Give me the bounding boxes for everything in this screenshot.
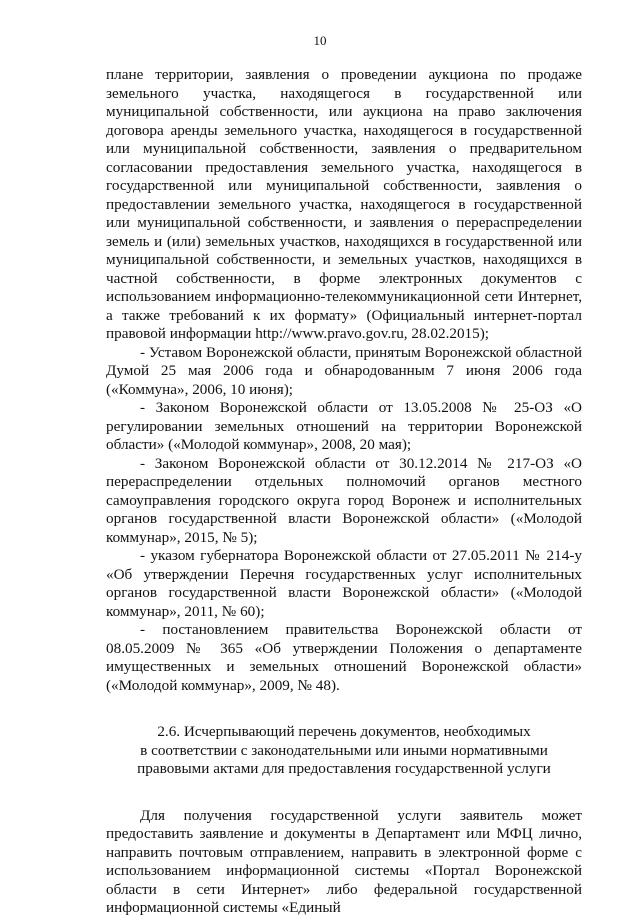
section-heading-line-3: правовыми актами для предоставления государственной услуги: [137, 760, 551, 777]
list-item-decree-214-u: - указом губернатора Воронежской области от 27.05.2011 № 214-у «Об утверждении Перечня государственных услуг исполнительных органов государственной власти Воронежской области» («Молодой коммунар», 2011, № 60);: [106, 547, 582, 620]
list-item-resolution-365: - постановлением правительства Воронежской области от 08.05.2009 № 365 «Об утверждении Положения о департаменте имущественных и земельных отношений Воронежской области» («Молодой коммунар», 2009, № 48).: [106, 621, 582, 694]
list-item-law-217-oz: - Законом Воронежской области от 30.12.2014 № 217-ОЗ «О перераспределении отдельных полномочий органов местного самоуправления городского округа город Воронеж и исполнительных органов государственной власти Воронежской области» («Молодой коммунар», 2015, № 5);: [106, 454, 582, 546]
section-heading-line-1: 2.6. Исчерпывающий перечень документов, необходимых: [157, 723, 531, 740]
section-heading: [106, 723, 582, 779]
intro-paragraph: плане территории, заявления о проведении аукциона по продаже земельного участка, находящегося в государственной или муниципальной собственности, или аукциона на право заключения договора аренды земельного участка, находящегося в государственной или муниципальной собственности, заявления о предварительном согласовании предоставления земельного участка, находящегося в государственной или муниципальной собственности, заявления о предоставлении земельного участка, находящегося в государственной или муниципальной собственности, и заявления о перераспределении земель и (или) земельных участков, находящихся в государственной или муниципальной собственности, и земельных участков, находящихся в частной собственности, в форме электронных документов с использованием информационно-телекоммуникационной сети Интернет, а также требований к их формату» (Официальный интернет-портал правовой информации http://www.pravo.gov.ru, 28.02.2015);: [106, 66, 582, 342]
final-paragraph: Для получения государственной услуги заявитель может предоставить заявление и документы в Департамент или МФЦ лично, направить почтовым отправлением, направить в электронной форме с использованием информационной системы «Портал Воронежской области в сети Интернет» либо федеральной государственной информационной системы «Единый: [106, 806, 582, 916]
list-item-charter: - Уставом Воронежской области, принятым Воронежской областной Думой 25 мая 2006 года и обнародованным 7 июня 2006 года («Коммуна», 2006, 10 июня);: [106, 343, 582, 398]
section-heading-line-2: в соответствии с законодательными или иными нормативными: [140, 741, 548, 759]
page-number: 10: [313, 33, 327, 48]
document-body: [106, 66, 582, 918]
list-item-law-25-oz: - Законом Воронежской области от 13.05.2008 № 25-ОЗ «О регулировании земельных отношений на территории Воронежской области» («Молодой коммунар», 2008, 20 мая);: [106, 399, 582, 453]
